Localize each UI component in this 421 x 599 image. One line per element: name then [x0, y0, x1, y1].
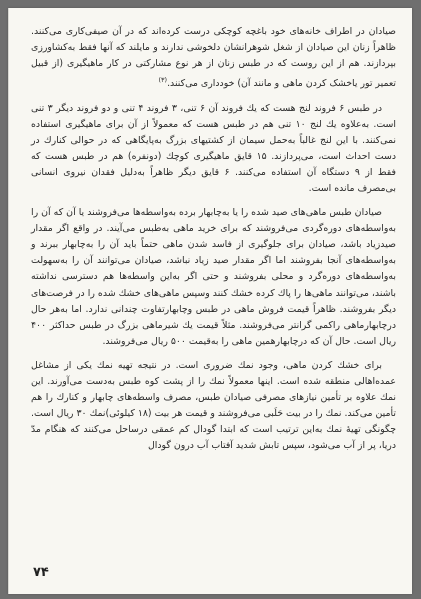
paragraph-2: در طبس ۶ فروند لنج هست که یك فروند آن ۶ تنی، ۳ فروند ۴ تنی و دو فروند دیگر ۳ تنی است. به‌علاوه یك لنج ۱۰ تنی هم در طبس هست که معمولاً از آن برای ماهیگیری استفاده نمی‌کنند. با این لنج غالباً به‌حمل سیمان از کشتیهای بزرگ به‌پایگاهی که در حوالی کنارك در دست احداث است، می‌پردازند. ۱۵ قایق ماهیگیری کوچك (دونفره) هم در طبس هست که فقط از ۹ دستگاه آن استفاده می‌کنند. ۶ قایق دیگر ظاهراً به‌دلیل فقدان نیروی انسانی بی‌مصرف مانده است.: [31, 102, 397, 194]
page-text: [31, 24, 396, 462]
paragraph-4: برای خشك کردن ماهی، وجود نمك ضروری است. در نتیجه تهیه نمك یکی از مشاغل عمده‌اهالی منطقه شده است. اینها معمولاً نمك را از پشت‌ کوه طبس به‌دست می‌آورند. این نمك علاوه بر تأمین نیازهای مصرفی صیادان طبس، مصرف واسطه‌های چابهار و کنارك را هم تأمین می‌کند. نمك را در بیت حَلَبی می‌فروشند و قیمت هر بیت (۱۸ کیلوئی)نمك ۳۰ ریال است. چگونگی تهیهٔ نمك به‌این ترتیب است که ابتدا گودال کم عمقی درساحل می‌کنند که هنگام مدّ دریا، پر از آب می‌شود، سپس تابش شدید آفتاب آب درون گودال: [31, 359, 396, 452]
paragraph-3: صیادان طبس ماهی‌های صید شده را یا به‌چابهار برده به‌واسطه‌ها می‌فروشند یا آن که آن را به‌واسطه‌های دوره‌گردی می‌فروشند که برای خرید ماهی به‌طبس می‌آیند. در واقع اگر مقدار صیدزیاد باشد، صیادان برای جلوگیری از فاسد شدن ماهی حتماً باید آن را به‌چابهار ببرند و به‌واسطه‌های آنجا بفروشند اما اگر مقدار صید زیاد نباشد، صیادان می‌توانند آن را به‌سهولت به‌واسطه‌های دوره‌گرد و محلی بفروشند و حتی اگر به‌این واسطه‌ها هم دسترسی نداشته باشند، می‌توانند ماهی‌ها را پاك کرده خشك کنند وسپس ماهی‌های خشك شده را در فرصت‌های دیگر بفروشند. ظاهراً قیمت فروش ماهی در طبس وچابهار‌تفاوت چندانی ندارد. اما به‌هر حال درچابهار‌ماهی راکمی گرانتر می‌فروشند. مثلاً قیمت یك شیرماهی بزرگ در طبس حداکثر ۴۰۰ ریال است. حال آن که درچابهارهمین ماهی را به‌قیمت ۵۰۰ ریال می‌فروشند.: [31, 207, 396, 347]
paragraph-1: [31, 24, 396, 93]
paragraph-1-text: صیادان در اطراف خانه‌های خود باغچه کوچکی درست کرده‌اند که در آن صیفی‌کاری می‌کنند. ظاهراً زنان این صیادان از شغل شوهرانشان دلخوشی ندارند و مایلند که آنها فقط به‌کشاورزی بپردازند. هم از این روست که در طبس زنان از هر نوع مشارکتی در کار ماهیگیری (از قبیل تعمیر تور یاخشک کردن ماهی و مانند آن) خودداری می‌کنند.: [31, 26, 396, 90]
book-page: [8, 8, 412, 594]
page-number: ۷۴: [33, 565, 49, 580]
footnote-reference: (۳): [158, 76, 168, 85]
